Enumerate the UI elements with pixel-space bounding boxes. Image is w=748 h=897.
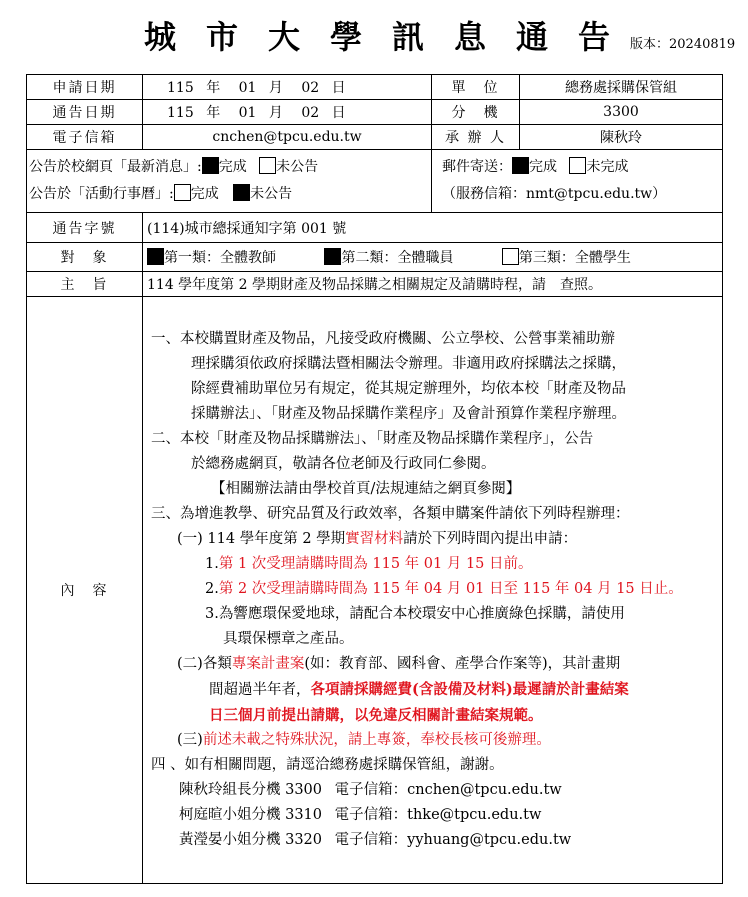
handler-label: 承 辦 人 xyxy=(432,125,520,150)
s1-item-1-no: 1. xyxy=(205,556,219,572)
ext-label: 分 機 xyxy=(432,100,520,125)
s1-red: 實習材料 xyxy=(345,531,404,547)
contact-2-mail[interactable]: thke@tpcu.edu.tw xyxy=(407,807,542,823)
notice-date-label: 通告日期 xyxy=(27,100,143,125)
publish-web-section xyxy=(27,150,432,213)
web-news-done-checkbox[interactable] xyxy=(202,157,219,174)
s1-line xyxy=(147,527,718,552)
email-label: 電子信箱 xyxy=(27,125,143,150)
contact-1-mail[interactable]: cnchen@tpcu.edu.tw xyxy=(407,782,562,798)
contact-3-name: 黃瀅晏小姐分機 3320 xyxy=(179,832,323,848)
calendar-done-text: 完成 xyxy=(190,186,219,202)
mail-undone-text: 未完成 xyxy=(586,159,629,175)
s3-line xyxy=(147,728,718,753)
p1-line-1: 一、本校購置財產及物品，凡接受政府機關、公立學校、公營事業補助辦 xyxy=(151,331,615,347)
target-staff-checkbox[interactable] xyxy=(324,248,341,265)
notice-month-unit: 月 xyxy=(268,105,283,121)
contact-3-mail-label: 電子信箱： xyxy=(334,832,408,848)
apply-date-row xyxy=(27,75,723,100)
apply-month-unit: 月 xyxy=(268,80,283,96)
doc-no-value: (114)城市總採通知字第 001 號 xyxy=(143,213,723,243)
web-news-line xyxy=(29,154,429,181)
s1-item-1 xyxy=(147,552,718,577)
s1-item-2-no: 2. xyxy=(205,581,219,597)
target-teachers-text: 第一類：全體教師 xyxy=(164,250,276,266)
handler-value: 陳秋玲 xyxy=(520,125,723,150)
content-row xyxy=(27,297,723,884)
web-news-undone-checkbox[interactable] xyxy=(259,157,276,174)
notice-year: 115 xyxy=(167,105,194,121)
s1-suffix: 請於下列時間內提出申請： xyxy=(403,531,578,547)
s1-item-2-text: 第 2 次受理請購時間為 115 年 04 月 01 日至 115 年 04 月 15 日止。 xyxy=(218,581,683,597)
target-options xyxy=(143,243,723,272)
publish-row xyxy=(27,150,723,213)
apply-date-label: 申請日期 xyxy=(27,75,143,100)
mail-done-text: 完成 xyxy=(529,159,557,175)
s2-line-3: 日三個月前提出請購，以免違反相關計畫結案規範。 xyxy=(209,707,543,724)
p1-line-3: 除經費補助單位另有規定，從其規定辦理外，均依本校「財產及物品 xyxy=(191,381,626,397)
subject-row xyxy=(27,272,723,297)
subject-label: 主 旨 xyxy=(27,272,143,297)
apply-year: 115 xyxy=(167,80,194,96)
mail-done-checkbox[interactable] xyxy=(512,157,529,174)
mail-line xyxy=(442,154,722,181)
target-label: 對 象 xyxy=(27,243,143,272)
notice-year-unit: 年 xyxy=(206,105,221,121)
s2-suffix: (如：教育部、國科會、產學合作案等)，其計畫期 xyxy=(304,656,621,672)
s2-prefix: (二)各類 xyxy=(177,656,232,672)
mail-label: 郵件寄送： xyxy=(442,159,512,175)
web-news-done-text: 完成 xyxy=(218,159,247,175)
web-news-label: 公告於校網頁「最新消息」: xyxy=(29,159,202,175)
calendar-done-checkbox[interactable] xyxy=(174,184,191,201)
notice-date-value xyxy=(143,100,432,125)
p1-line-2: 理採購須依政府採購法暨相關法令辦理。非適用政府採購法之採購， xyxy=(191,356,626,372)
contact-2-mail-label: 電子信箱： xyxy=(334,807,408,823)
contact-2-name: 柯庭暄小姐分機 3310 xyxy=(179,807,323,823)
calendar-undone-checkbox[interactable] xyxy=(233,184,250,201)
target-students-text: 第三類：全體學生 xyxy=(518,250,631,266)
mail-undone-checkbox[interactable] xyxy=(569,157,586,174)
s3-red: 前述未載之特殊狀況，請上專簽，奉校長核可後辦理。 xyxy=(202,732,551,748)
contact-2 xyxy=(147,803,718,828)
content-body xyxy=(143,297,723,884)
s1-item-2 xyxy=(147,577,718,602)
p2-line-1: 二、本校「財產及物品採購辦法」、「財產及物品採購作業程序」，公告 xyxy=(151,431,594,447)
email-row xyxy=(27,125,723,150)
s1-item-3-line-2: 具環保標章之產品。 xyxy=(223,631,354,647)
subject-value: 114 學年度第 2 學期財產及物品採購之相關規定及請購時程，請 查照。 xyxy=(143,272,723,297)
unit-value: 總務處採購保管組 xyxy=(520,75,723,100)
web-news-undone-text: 未公告 xyxy=(276,159,319,175)
content-label: 內 容 xyxy=(27,297,143,884)
p1-line-4: 採購辦法」、「財產及物品採購作業程序」及會計預算作業程序辦理。 xyxy=(191,406,626,422)
version-label: 版本：20240819 xyxy=(630,37,736,52)
email-value: cnchen@tpcu.edu.tw xyxy=(143,125,432,150)
contact-1-mail-label: 電子信箱： xyxy=(334,782,408,798)
target-row xyxy=(27,243,723,272)
p3-line: 三、為增進教學、研究品質及行政效率，各類申購案件請依下列時程辦理： xyxy=(151,506,630,522)
notice-day: 02 xyxy=(301,105,320,121)
doc-no-row xyxy=(27,213,723,243)
unit-label: 單 位 xyxy=(432,75,520,100)
target-staff-text: 第二類：全體職員 xyxy=(341,250,454,266)
apply-day: 02 xyxy=(301,80,320,96)
p2-line-2: 於總務處網頁，敬請各位老師及行政同仁參閱。 xyxy=(191,456,496,472)
notice-day-unit: 日 xyxy=(331,105,346,121)
mail-service: （服務信箱：nmt@tpcu.edu.tw） xyxy=(442,186,667,202)
target-students-checkbox[interactable] xyxy=(502,248,519,265)
calendar-label: 公告於「活動行事曆」: xyxy=(29,186,174,202)
s2-line-1 xyxy=(147,652,718,677)
contact-1 xyxy=(147,778,718,803)
publish-mail-section xyxy=(432,150,723,213)
doc-no-label: 通告字號 xyxy=(27,213,143,243)
s1-item-1-text: 第 1 次受理請購時間為 115 年 01 月 15 日前。 xyxy=(218,556,533,572)
apply-year-unit: 年 xyxy=(206,80,221,96)
notice-date-row xyxy=(27,100,723,125)
apply-month: 01 xyxy=(238,80,257,96)
s2-red: 專案計畫案 xyxy=(231,656,305,672)
contact-3 xyxy=(147,828,718,853)
s3-prefix: (三) xyxy=(177,732,203,748)
target-teachers-checkbox[interactable] xyxy=(147,248,164,265)
contact-3-mail[interactable]: yyhuang@tpcu.edu.tw xyxy=(407,832,572,848)
apply-date-value xyxy=(143,75,432,100)
ext-value: 3300 xyxy=(520,100,723,125)
s2-line-2-red: 各項請採購經費(含設備及材料)最遲請於計畫結案 xyxy=(310,681,629,698)
page-title: 城市大學訊息通告 xyxy=(144,18,641,56)
calendar-undone-text: 未公告 xyxy=(250,186,293,202)
s2-line-2-plain: 間超過半年者， xyxy=(209,682,311,698)
s2-line-2 xyxy=(147,677,718,703)
notice-form xyxy=(26,74,723,884)
calendar-line xyxy=(29,181,429,208)
p2-link[interactable]: 【相關辦法請由學校首頁/法規連結之網頁參閱】 xyxy=(211,481,521,497)
contact-1-name: 陳秋玲組長分機 3300 xyxy=(179,782,323,798)
s1-item-3-line-1: 3.為響應環保愛地球，請配合本校環安中心推廣綠色採購，請使用 xyxy=(205,606,625,622)
notice-month: 01 xyxy=(238,105,257,121)
s1-prefix: (一) 114 學年度第 2 學期 xyxy=(177,531,346,547)
p4-line: 四 、如有相關問題，請逕洽總務處採購保管組，謝謝。 xyxy=(151,757,504,773)
apply-day-unit: 日 xyxy=(331,80,346,96)
